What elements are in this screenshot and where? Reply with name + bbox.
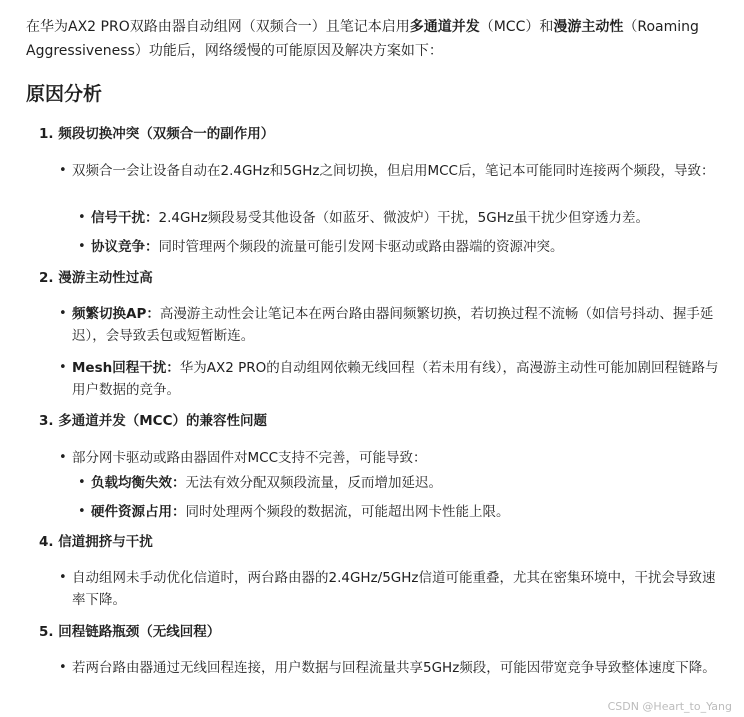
list-item-label: 协议竞争：: [91, 239, 159, 255]
bullet-dot: •: [59, 660, 67, 675]
list-item-text: 华为AX2 PRO的自动组网依赖无线回程（若未用有线），高漫游主动性可能加剧回程链路与用户数据的竞争。: [72, 360, 719, 398]
section-title-text: 多通道并发（MCC）的兼容性问题: [58, 413, 267, 429]
intro-text-1: 在华为AX2 PRO双路由器自动组网（双频合一）且笔记本启用: [26, 19, 410, 35]
watermark: CSDN @Heart_to_Yang: [607, 700, 732, 713]
section-number: 2.: [39, 270, 54, 286]
list-item-label: 负载均衡失效：: [91, 475, 186, 491]
list-item: [59, 357, 722, 401]
intro-text-3: （Roaming Aggressiveness）功能后，网络缓慢的可能原因及解决方案如下：: [26, 19, 699, 59]
section-title-3: [39, 411, 267, 431]
section-number: 3.: [39, 413, 54, 429]
list-item-text: 同时处理两个频段的数据流，可能超出网卡性能上限。: [185, 504, 510, 520]
intro-bold-mcc: 多通道并发: [409, 19, 480, 35]
bullet-dot: •: [78, 239, 86, 254]
list-item-text: 高漫游主动性会让笔记本在两台路由器间频繁切换，若切换过程不流畅（如信号抖动、握手延迟），会导致丢包或短暂断连。: [72, 306, 714, 344]
section-title-4: [39, 532, 153, 552]
bullet-dot: •: [78, 475, 86, 490]
bullet-dot: •: [59, 450, 67, 465]
list-item-text: 2.4GHz频段易受其他设备（如蓝牙、微波炉）干扰，5GHz虽干扰少但穿透力差。: [158, 210, 649, 226]
bullet-dot: •: [59, 306, 67, 321]
bullet-dot: •: [59, 163, 67, 178]
section-title-text: 频段切换冲突（双频合一的副作用）: [58, 126, 275, 142]
section-number: 4.: [39, 534, 54, 550]
section-title-text: 回程链路瓶颈（无线回程）: [58, 624, 221, 640]
list-item-text: 无法有效分配双频段流量，反而增加延迟。: [185, 475, 442, 491]
bullet-dot: •: [59, 360, 67, 375]
list-item-text: 双频合一会让设备自动在2.4GHz和5GHz之间切换，但启用MCC后，笔记本可能同时连接两个频段，导致：: [72, 163, 715, 179]
section-title-text: 信道拥挤与干扰: [58, 534, 153, 550]
section-title-2: [39, 268, 153, 288]
section-title-text: 漫游主动性过高: [58, 270, 153, 286]
intro-text-2: （MCC）和: [479, 19, 554, 35]
list-item-label: 频繁切换AP：: [72, 306, 160, 322]
list-item-label: Mesh回程干扰：: [72, 360, 180, 376]
list-item-text: 同时管理两个频段的流量可能引发网卡驱动或路由器端的资源冲突。: [158, 239, 564, 255]
list-item: [59, 303, 722, 347]
bullet-dot: •: [59, 570, 67, 585]
list-item-label: 信号干扰：: [91, 210, 159, 226]
bullet-dot: •: [78, 504, 86, 519]
list-item-text: 部分网卡驱动或路由器固件对MCC支持不完善，可能导致：: [72, 450, 427, 466]
list-item: [78, 236, 721, 258]
list-item: [78, 207, 721, 229]
section-heading: 原因分析: [26, 83, 103, 105]
list-item: [78, 472, 721, 494]
intro-paragraph: [26, 15, 726, 63]
list-item-label: 硬件资源占用：: [91, 504, 186, 520]
list-item-text: 若两台路由器通过无线回程连接，用户数据与回程流量共享5GHz频段，可能因带宽竞争导致整体速度下降。: [72, 660, 716, 676]
list-item-text: 自动组网未手动优化信道时，两台路由器的2.4GHz/5GHz信道可能重叠，尤其在密集环境中，干扰会导致速率下降。: [72, 570, 716, 608]
section-number: 1.: [39, 126, 54, 142]
section-title-5: [39, 622, 220, 642]
list-item: [59, 567, 722, 611]
bullet-dot: •: [78, 210, 86, 225]
intro-bold-roaming: 漫游主动性: [553, 19, 624, 35]
list-item: [59, 447, 722, 469]
list-item: [59, 160, 722, 182]
section-title-1: [39, 124, 274, 144]
list-item: [59, 657, 722, 679]
list-item: [78, 501, 721, 523]
section-number: 5.: [39, 624, 54, 640]
